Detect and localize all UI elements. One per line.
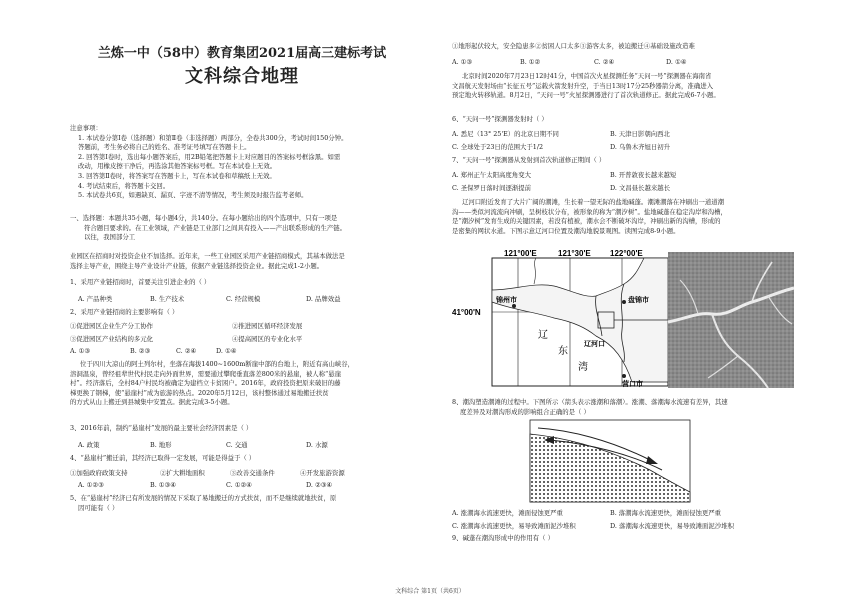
question-5 xyxy=(70,494,336,513)
city-marker-yingkou xyxy=(622,374,626,378)
city-marker-panjin xyxy=(622,300,626,304)
tidal-flow-diagram xyxy=(530,420,690,502)
q3-option-b[interactable]: B. 地形 xyxy=(150,441,172,449)
q5-option-d[interactable]: D. ①④ xyxy=(666,58,687,66)
q3-option-d[interactable]: D. 水源 xyxy=(306,441,328,449)
q1-option-c[interactable]: C. 经营规模 xyxy=(226,295,261,303)
q6-option-b[interactable]: B. 天津日影朝向西北 xyxy=(610,130,670,138)
passage3 xyxy=(452,72,720,101)
question-1: 1、采用产业链招商时，首要关注引进企业的（ ） xyxy=(70,278,211,286)
label-liaohe-mouth: 辽河口 xyxy=(584,339,605,348)
q6-option-d[interactable]: D. 乌鲁木齐旭日初升 xyxy=(610,143,671,151)
q6-option-a[interactable]: A. 悉尼（13° 25'E）的北京日期不同 xyxy=(452,130,559,138)
q8-option-c[interactable]: C. 涨潮海水流速更快，易导致滩面泥沙堆积 xyxy=(452,522,576,530)
lat-label: 41°00'N xyxy=(452,308,481,317)
passage-line: 预定地火转移轨道。8月2日，“天问一号”火星探测器进行了首次轨道修正。据此完成6-7小题。 xyxy=(452,91,720,100)
q5-option-c[interactable]: C. ②④ xyxy=(594,58,615,66)
passage-line: 文昌航天发射场由“长征五号”运载火箭发射升空，于当日13时17分25秒器箭分离，准确进入 xyxy=(452,81,713,90)
q5-line: 因可能有（ ） xyxy=(78,503,119,512)
q8-line: 8、潮沟塑造潮滩的过程中。下图所示（箭头表示涨潮和落潮）。涨潮、落潮海水流速有差异，其速 xyxy=(452,398,728,406)
q2-item: ③促进园区产业结构的多元化 xyxy=(70,335,154,343)
passage-line: 位于四川大凉山的阿土列尔村，坐落在海拔1400~1600m断崖中部的台地上，附近有高山峡谷， xyxy=(80,360,355,368)
passage-line: 业园区在招商时对投资企业不加选择。近年来，一些工业园区采用产业链招商模式，其基本做法是 xyxy=(70,252,345,260)
q7-option-b[interactable]: B. 开普敦夜长越来越短 xyxy=(610,171,677,179)
passage-line: 沟——类似河流流向冲刷，呈树枝状分布，被形象的称为“潮汐树”。盐地碱蓬在稳定沟岸和沟槽， xyxy=(452,207,727,216)
notice-item: 1. 本试卷分第Ⅰ卷（选择题）和第Ⅱ卷（非选择题）两部分，全卷共300分，考试时间150分钟。 xyxy=(78,133,348,142)
lon-label-3: 122°00'E xyxy=(610,249,643,258)
intro-line: 以往，我国部分工 xyxy=(84,233,136,242)
q2-option-d[interactable]: D. ①④ xyxy=(216,347,237,355)
notice-item: 3. 回答第Ⅱ卷时，将答案写在答题卡上，写在本试卷和草稿纸上无效。 xyxy=(78,171,276,180)
notice-item: 2. 回答第Ⅰ卷时，选出每小题答案后，用2B铅笔把答题卡上对应题目的答案标号框涂黑。如需 xyxy=(78,152,341,161)
q4-option-c[interactable]: C. ①②④ xyxy=(226,481,252,489)
city-label-jinzhou: 锦州市 xyxy=(496,295,517,304)
passage-line: 选择主导产业，围绕主导产业设计产业链，依据产业链选择投资企业。据此完成1-2小题。 xyxy=(70,261,324,270)
q2-item: ②推进园区循环经济发展 xyxy=(232,322,303,330)
q7-option-a[interactable]: A. 郑州正午太阳高度角变大 xyxy=(452,171,531,179)
notice xyxy=(70,124,347,201)
q8-option-b[interactable]: B. 落潮海水流速更快，滩面侵蚀更严重 xyxy=(610,509,722,517)
q4-item: ②扩大耕地面积 xyxy=(160,469,205,477)
q3-option-a[interactable]: A. 政策 xyxy=(78,441,100,449)
sea-label: 东 xyxy=(558,346,568,357)
liaohe-map xyxy=(452,249,694,388)
question-8 xyxy=(452,398,728,417)
passage-line: 的方式从山上搬迁到县城集中安置点。据此完成3-5小题。 xyxy=(70,398,234,407)
passage4 xyxy=(452,198,727,236)
q2-item: ④提高园区的专业化水平 xyxy=(232,335,303,343)
passage-line: 梯更换了钢梯，使“悬崖村”成为旅游的热点。2020年5月12日，该村整体通过易地搬迁扶贫 xyxy=(70,388,329,397)
lon-label-1: 121°00'E xyxy=(504,249,537,258)
q4-item: ④开发旅游资源 xyxy=(300,469,345,477)
q2-option-c[interactable]: C. ②④ xyxy=(176,347,197,355)
q5-option-b[interactable]: B. ①② xyxy=(520,58,541,66)
q4-item: ①加强政府政策支持 xyxy=(70,469,128,477)
intro-line: 符合题目要求的。在工业领域，产业链是工业部门之间具有投入——产出联系形成的生产链。 xyxy=(84,223,347,232)
question-9: 9、碱蓬在潮沟形成中的作用有（ ） xyxy=(452,534,554,542)
notice-item: 改动，用橡皮擦干净后，再选涂其他答案标号框。写在本试卷上无效。 xyxy=(78,162,277,171)
q2-option-b[interactable]: B. ②③ xyxy=(130,347,151,355)
q4-item: ③改善交通条件 xyxy=(230,469,275,477)
question-6: 6、“天问一号”探测器发射时（ ） xyxy=(452,115,548,123)
notice-item: 4. 考试结束后，将答题卡交回。 xyxy=(78,181,170,190)
title-line1: 兰炼一中（58中）教育集团2021届高三建标考试 xyxy=(97,46,387,61)
passage-line: 北京时间2020年7月23日12时41分，中国首次火星探测任务“天问一号”探测器在海南省 xyxy=(462,72,712,80)
q5-line: 5、在“悬崖村”经济已有所发展的情况下采取了易地搬迁的方式扶贫，而不是继续就地扶贫，原 xyxy=(70,494,337,502)
passage-line: 辽河口附近发育了大片广阔的潮滩，生长着一望无际的盐地碱蓬。潮滩潮落在冲刷出一道道潮 xyxy=(462,198,725,206)
q4-option-a[interactable]: A. ①②③ xyxy=(78,481,104,489)
q2-option-a[interactable]: A. ①③ xyxy=(70,347,91,355)
section1-intro xyxy=(70,214,346,243)
intro-line: 一、选择题：本题共35小题，每小题4分，共140分。在每小题给出的四个选项中，只有一项是 xyxy=(70,214,338,222)
sea-label: 辽 xyxy=(538,330,548,341)
question-4: 4、“悬崖村”搬迁前，其经济已取得一定发展，可能是得益于（ ） xyxy=(70,454,256,462)
passage-line: 是“潮汐树”发育生成的关键因素，若没有植被，潮水会不断破坏沟岸，冲刷出新的沟槽，形成的 xyxy=(452,217,721,226)
q3-option-c[interactable]: C. 交通 xyxy=(226,441,248,449)
q1-option-a[interactable]: A. 产品种类 xyxy=(78,295,113,303)
city-label-yingkou: 营口市 xyxy=(622,379,643,388)
question-3: 3、2016年前，制约“悬崖村”发展的最主要社会经济因素是（ ） xyxy=(70,424,253,432)
tidal-creek-photo xyxy=(668,252,794,388)
q1-option-d[interactable]: D. 品牌效益 xyxy=(306,295,341,303)
passage-line: 是密集的网状水道。下图示意辽河口位置及潮沟地貌景观图。读图完成8-9小题。 xyxy=(452,226,680,235)
passage1 xyxy=(70,252,345,271)
passage2 xyxy=(70,360,354,408)
q8-option-a[interactable]: A. 涨潮海水流速更快，滩面侵蚀更严重 xyxy=(452,509,563,517)
city-marker-jinzhou xyxy=(512,304,516,308)
page-footer: 文科综合 第1页（共6页） xyxy=(395,588,465,595)
q8-option-d[interactable]: D. 落潮海水流速更快，易导致滩面泥沙堆积 xyxy=(610,522,734,530)
q5-option-a[interactable]: A. ①③ xyxy=(452,58,473,66)
title-line2: 文科综合地理 xyxy=(185,66,299,87)
q1-option-b[interactable]: B. 生产技术 xyxy=(150,295,185,303)
q7-option-d[interactable]: D. 文昌昼长越来越长 xyxy=(610,184,671,192)
city-label-panjin: 盘锦市 xyxy=(628,295,649,304)
notice-item: 5. 本试卷共6页，如遇缺页、漏页、字迹不清等情况，考生须及时报告监考老师。 xyxy=(78,191,308,200)
q6-option-c[interactable]: C. 全球处于23日的范围大于1/2 xyxy=(452,143,544,151)
passage-line: 村”。经济落后，全村84户村民均被确定为建档立卡贫困户。2016年，政府投资把原来破旧的藤 xyxy=(70,379,341,388)
passage-line: 溶洞温泉，曾经祖辈世代村民走向外面世界，需要通过攀爬垂直落差800米的悬崖，被人称“悬崖 xyxy=(70,369,342,378)
notice-title: 注意事项： xyxy=(70,124,102,132)
q4-option-b[interactable]: B. ①③④ xyxy=(150,481,176,489)
q2-item: ①促进园区企业生产分工协作 xyxy=(70,322,154,330)
q7-option-c[interactable]: C. 圣保罗日落时间逐渐提前 xyxy=(452,184,532,192)
q4-option-d[interactable]: D. ②③④ xyxy=(306,481,333,489)
lon-label-2: 121°30'E xyxy=(558,249,591,258)
question-7: 7、“天问一号”探测器从发射到首次轨道修正期间（ ） xyxy=(452,156,606,164)
sea-label: 湾 xyxy=(578,362,588,373)
question-2: 2、采用产业链招商的主要影响有（ ） xyxy=(70,308,179,316)
notice-item: 答题前，考生务必将自己的姓名、准考证号填写在答题卡上。 xyxy=(78,143,251,152)
q5-items: ①地形起伏较大，安全隐患多②贫困人口太多③游客太多，被迫搬迁④基础设施改造难 xyxy=(452,42,695,50)
q8-line: 度差异及对潮沟形成的影响组合正确的是（ ） xyxy=(460,407,590,416)
